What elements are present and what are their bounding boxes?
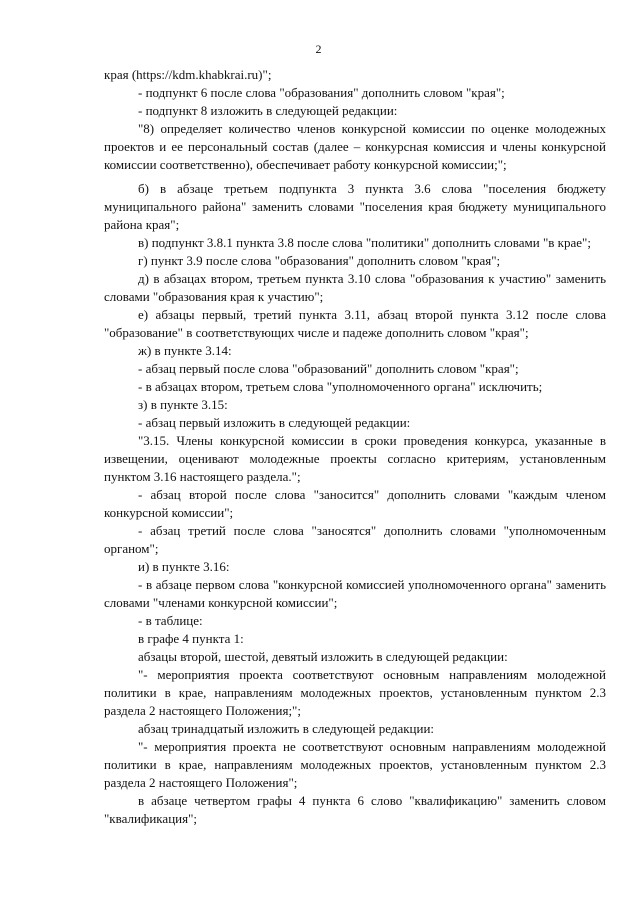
paragraph: - в таблице: <box>138 613 203 628</box>
paragraph: д) в абзацах втором, третьем пункта 3.10 слова "образования к участию" заменить словами "образования края к участию"; <box>104 271 606 304</box>
paragraph: "8) определяет количество членов конкурсной комиссии по оценке молодежных проектов и ее персональный состав (далее – конкурсная комиссия и члены конкурсной комиссии соответственно), обеспечивает работу конкурсной комиссии;"; <box>104 121 606 172</box>
paragraph: - в абзаце первом слова "конкурсной комиссией уполномоченного органа" заменить словами "членами конкурсной комиссии"; <box>104 577 606 610</box>
paragraph: "- мероприятия проекта не соответствуют основным направлениям молодежной политики в крае, направлениям молодежных проектов, установленным пунктом 2.3 раздела 2 настоящего Положения"; <box>104 739 606 790</box>
paragraph: - абзац второй после слова "заносится" дополнить словами "каждым членом конкурсной комиссии"; <box>104 487 606 520</box>
paragraph: края (https://kdm.khabkrai.ru)"; <box>104 67 272 82</box>
paragraph: - абзац третий после слова "заносятся" дополнить словами "уполномоченным органом"; <box>104 523 606 556</box>
paragraph: "- мероприятия проекта соответствуют основным направлениям молодежной политики в крае, направлениям молодежных проектов, установленным пунктом 2.3 раздела 2 настоящего Положения;"; <box>104 667 606 718</box>
paragraph: "3.15. Члены конкурсной комиссии в сроки проведения конкурса, указанные в извещении, оценивают молодежные проекты согласно критериям, установленным пунктом 3.16 настоящего раздела."; <box>104 433 606 484</box>
paragraph: - подпункт 6 после слова "образования" дополнить словом "края"; <box>138 85 505 100</box>
paragraph: в абзаце четвертом графы 4 пункта 6 слово "квалификацию" заменить словом "квалификация"; <box>104 793 606 826</box>
paragraph: - абзац первый изложить в следующей редакции: <box>138 415 411 430</box>
paragraph: - абзац первый после слова "образований" дополнить словом "края"; <box>138 361 519 376</box>
paragraph: - подпункт 8 изложить в следующей редакции: <box>138 103 398 118</box>
paragraph: е) абзацы первый, третий пункта 3.11, абзац второй пункта 3.12 после слова "образование" в соответствующих числе и падеже дополнить словом "края"; <box>104 307 606 340</box>
paragraph: б) в абзаце третьем подпункта 3 пункта 3.6 слова "поселения бюджету муниципального района" заменить словами "поселения края бюджету муниципального района края"; <box>104 181 606 232</box>
paragraph: в) подпункт 3.8.1 пункта 3.8 после слова "политики" дополнить словами "в крае"; <box>138 235 591 250</box>
paragraph: - в абзацах втором, третьем слова "уполномоченного органа" исключить; <box>138 379 543 394</box>
paragraph: абзац тринадцатый изложить в следующей редакции: <box>138 721 435 736</box>
paragraph: и) в пункте 3.16: <box>138 559 230 574</box>
document-body <box>104 66 606 828</box>
paragraph: абзацы второй, шестой, девятый изложить в следующей редакции: <box>138 649 508 664</box>
paragraph: з) в пункте 3.15: <box>138 397 228 412</box>
paragraph: г) пункт 3.9 после слова "образования" дополнить словом "края"; <box>138 253 501 268</box>
page-number: 2 <box>315 42 322 56</box>
paragraph: в графе 4 пункта 1: <box>138 631 244 646</box>
paragraph: ж) в пункте 3.14: <box>138 343 232 358</box>
